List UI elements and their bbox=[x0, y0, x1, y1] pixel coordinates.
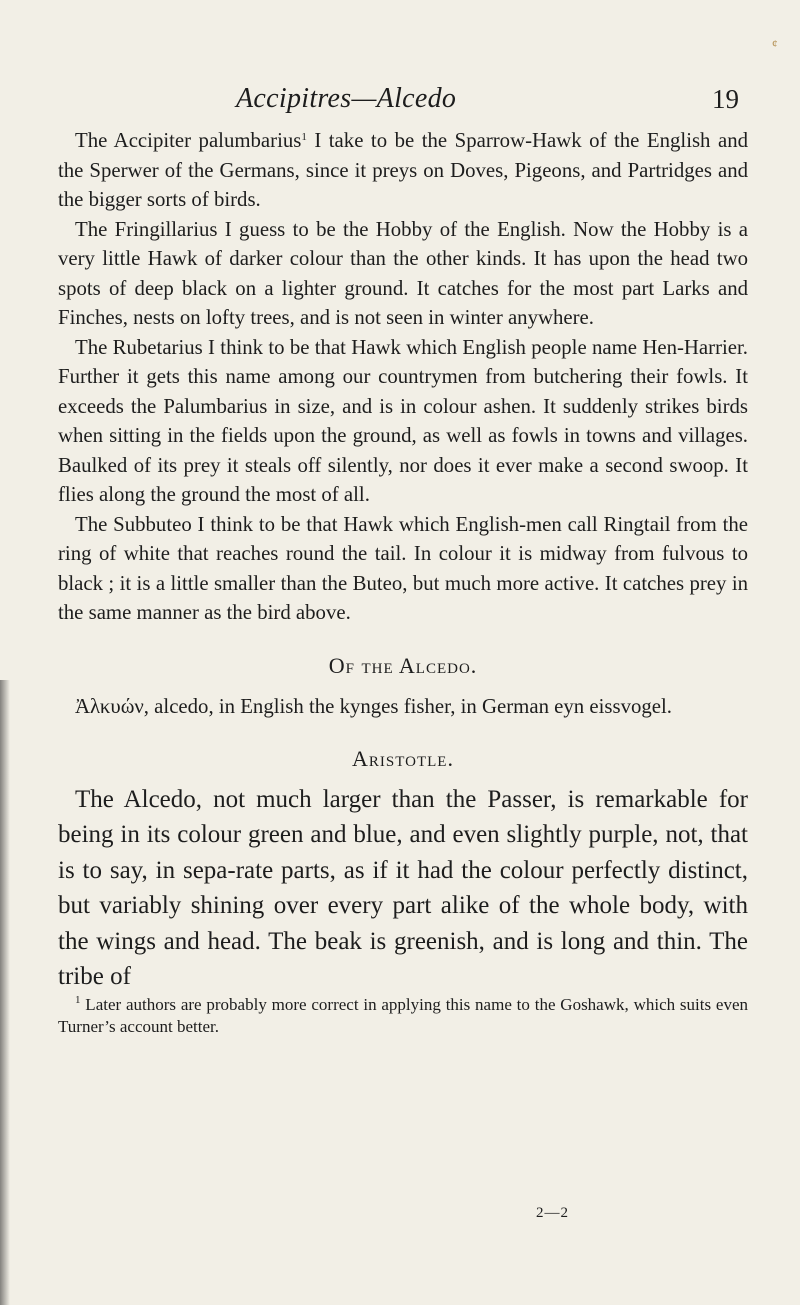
paragraph-fringillarius: The Fringillarius I guess to be the Hobby of the English. Now the Hobby is a very little Hawk of darker colour than the other kinds. It has upon the head two spots of deep black on a lighter ground. It catches for the most part Larks and Finches, nests on lofty trees, and is not seen in winter anywhere. bbox=[58, 217, 748, 329]
footnote-marker: 1 bbox=[75, 994, 81, 1007]
running-head: Accipitres—Alcedo bbox=[236, 83, 457, 114]
paragraph-subbuteo: The Subbuteo I think to be that Hawk which English-men call Ringtail from the ring of white that reaches round the tail. In colour it is midway from fulvous to black ; it is a little smaller than the Buteo, but much more active. It catches prey in the same manner as the bird above. bbox=[58, 512, 748, 624]
paragraph-palumbarius: The Accipiter palumbarius$^1$ I take to be the Sparrow-Hawk of the English and the Sperwer of the Germans, since it preys on Doves, Pigeons, and Partridges and the bigger sorts of birds. bbox=[58, 129, 748, 211]
paragraph-alcedo-intro: Ἀλκυών, alcedo, in English the kynges fisher, in German eyn eissvogel. bbox=[75, 695, 672, 718]
corner-mark: ¢ bbox=[772, 38, 778, 50]
signature-mark: 2—2 bbox=[536, 1205, 569, 1221]
page-header bbox=[0, 83, 800, 123]
paragraph-aristotle: The Alcedo, not much larger than the Passer, is remarkable for being in its colour green and blue, and even slightly purple, not, that is to say, in sepa-rate parts, as if it had the colour perfectly distinct, but variably shining over every part alike of the whole body, with the wings and head. The beak is greenish, and is long and thin. The tribe of bbox=[58, 786, 748, 991]
page-edge-shadow bbox=[0, 680, 10, 1305]
section-heading-alcedo: Of the Alcedo. bbox=[328, 652, 478, 678]
main-text bbox=[58, 126, 748, 1038]
footnote-reference: 1 bbox=[301, 131, 307, 143]
section-heading-aristotle: Aristotle. bbox=[352, 745, 454, 771]
page-number: 19 bbox=[712, 84, 739, 114]
footnote: $^1$ Later authors are probably more correct in applying this name to the Goshawk, which suits even Turner’s account better. bbox=[58, 994, 748, 1037]
paragraph-rubetarius: The Rubetarius I think to be that Hawk which English people name Hen-Harrier. Further it gets this name among our countrymen from butchering their fowls. It exceeds the Palumbarius in size, and is in colour ashen. It suddenly strikes birds when sitting in the fields upon the ground, as well as fowls in towns and villages. Baulked of its prey it steals off silently, nor does it ever make a second swoop. It flies along the ground the most of all. bbox=[58, 335, 748, 506]
